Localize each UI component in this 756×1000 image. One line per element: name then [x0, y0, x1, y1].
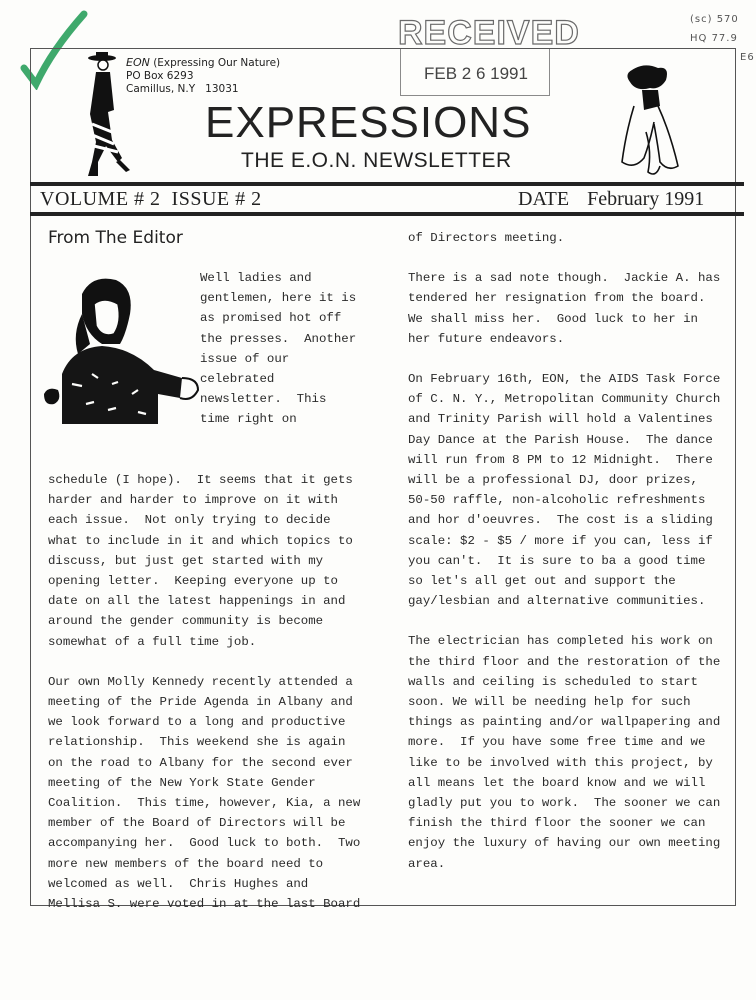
text-line: area.: [408, 856, 446, 871]
paragraph-valentines-dance: [408, 369, 738, 611]
text-line: of C. N. Y., Metropolitan Community Church: [408, 392, 721, 407]
newsletter-title: EXPRESSIONS: [205, 98, 532, 147]
text-line: you can't. It is sure to ba a good time: [408, 553, 706, 568]
text-line: enjoy the luxury of having our own meeting: [408, 836, 721, 851]
text-line: welcomed as well. Chris Hughes and: [48, 876, 309, 891]
right-column: [408, 228, 738, 874]
org-address-block: [126, 56, 280, 96]
woman-on-telephone-illustration: [42, 274, 202, 428]
date-value: February 1991: [587, 188, 705, 210]
text-line: discuss, but just get started with my: [48, 553, 324, 568]
issue-date: [518, 188, 704, 211]
text-line: meeting of the Pride Agenda in Albany and: [48, 695, 353, 710]
text-line: Our own Molly Kennedy recently attended a: [48, 674, 353, 689]
text-line: each issue. Not only trying to decide: [48, 513, 331, 528]
stamp-received-text: RECEIVED: [398, 14, 580, 52]
text-line: There is a sad note though. Jackie A. has: [408, 271, 721, 286]
stamp-date: FEB 2 6 1991: [424, 64, 528, 83]
catalog-note-line: HQ 77.9: [690, 33, 738, 44]
text-line: of Directors meeting.: [408, 231, 565, 245]
text-line: schedule (I hope). It seems that it gets: [48, 473, 353, 487]
text-line: scale: $2 - $5 / more if you can, less if: [408, 533, 713, 548]
text-line: will be a professional DJ, door prizes,: [408, 473, 698, 488]
text-line: walls and ceiling is scheduled to start: [408, 674, 698, 689]
text-line: like to be involved with this project, by: [408, 755, 713, 770]
text-line: gladly put you to work. The sooner we can: [408, 796, 721, 811]
text-line: and hor d'oeuvres. The cost is a sliding: [408, 513, 713, 528]
text-line: meeting of the New York State Gender: [48, 775, 316, 790]
text-line: On February 16th, EON, the AIDS Task Force: [408, 372, 721, 387]
text-line: the presses. Another: [200, 331, 357, 346]
intro-text: [200, 268, 356, 430]
text-line: date on all the latest happenings in and: [48, 594, 346, 609]
catalog-note-line: (sc) 570: [690, 14, 739, 25]
text-line: things as painting and/or wallpapering and: [408, 715, 721, 730]
address-line-1: PO Box 6293: [126, 70, 194, 82]
text-line: her future endeavors.: [408, 331, 565, 346]
text-line: Mellisa S. were voted in at the last Board: [48, 897, 361, 912]
text-line: more. If you have some free time and we: [408, 735, 706, 750]
text-line: relationship. This weekend she is again: [48, 735, 346, 750]
text-line: we look forward to a long and productive: [48, 715, 346, 730]
org-name: EON: [126, 56, 150, 69]
text-line: more new members of the board need to: [48, 856, 324, 871]
header-rule-top: [30, 182, 744, 186]
text-line: tendered her resignation from the board.: [408, 291, 706, 306]
text-line: opening letter. Keeping everyone up to: [48, 574, 338, 589]
paragraph-resignation: [408, 268, 738, 349]
text-line: The electrician has completed his work on: [408, 634, 713, 649]
paragraph-editor-opening: [48, 470, 378, 652]
text-line: accompanying her. Good luck to both. Two: [48, 836, 361, 851]
article-intro: [48, 268, 378, 470]
newsletter-subtitle: THE E.O.N. NEWSLETTER: [241, 149, 512, 172]
header-rule-bottom: [30, 212, 744, 216]
text-line: and Trinity Parish will hold a Valentines: [408, 412, 713, 427]
text-line: around the gender community is become: [48, 614, 324, 629]
text-line: gentlemen, here it is: [200, 291, 357, 306]
text-line: issue of our: [200, 351, 290, 366]
text-line: Coalition. This time, however, Kia, a new: [48, 796, 361, 811]
text-line: celebrated: [200, 372, 275, 387]
volume-issue: VOLUME # 2 ISSUE # 2: [40, 188, 262, 210]
flower-hands-illustration: [614, 62, 688, 180]
text-line: as promised hot off: [200, 311, 342, 326]
text-line: member of the Board of Directors will be: [48, 816, 346, 831]
text-line: all means let the board know and we will: [408, 775, 706, 790]
text-line: 50-50 raffle, non-alcoholic refreshments: [408, 493, 706, 508]
section-heading: From The Editor: [48, 228, 183, 248]
text-line: gay/lesbian and alternative communities.: [408, 594, 706, 609]
text-line: the third floor and the restoration of the: [408, 654, 721, 669]
text-line: so let's all get out and support the: [408, 574, 676, 589]
paragraph-third-floor: [408, 631, 738, 873]
text-line: soon. We will be needing help for such: [408, 695, 691, 710]
org-tagline: (Expressing Our Nature): [153, 57, 281, 69]
text-line: on the road to Albany for the second ever: [48, 755, 353, 770]
text-line: finish the third floor the sooner we can: [408, 816, 706, 831]
text-line: harder and harder to improve on it with: [48, 493, 338, 508]
text-line: Day Dance at the Parish House. The dance: [408, 432, 713, 447]
text-line: newsletter. This: [200, 392, 327, 407]
text-line: somewhat of a full time job.: [48, 634, 257, 649]
text-line: We shall miss her. Good luck to her in: [408, 311, 698, 326]
text-line: time right on: [200, 412, 297, 427]
left-column: [48, 228, 378, 914]
date-label: DATE: [518, 188, 570, 210]
paragraph-molly-kennedy: [48, 672, 378, 914]
text-line: Well ladies and: [200, 271, 312, 285]
text-line: will run from 8 PM to 12 Midnight. There: [408, 452, 713, 467]
text-line: what to include in it and which topics to: [48, 533, 353, 548]
catalog-note-line: E6: [740, 52, 755, 63]
address-line-2: Camillus, N.Y 13031: [126, 83, 239, 95]
